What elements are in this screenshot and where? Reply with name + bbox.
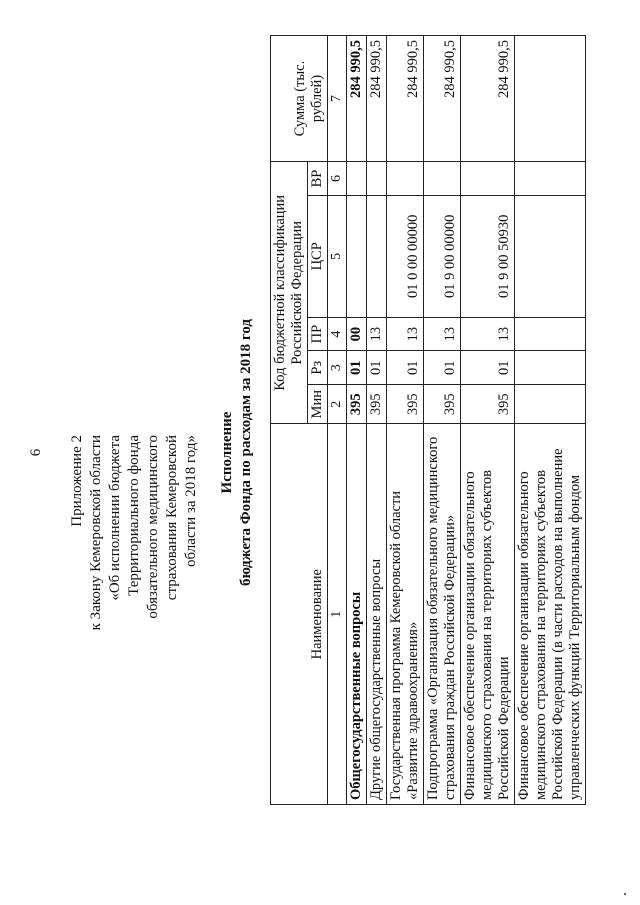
title-line-1: Исполнение: [219, 411, 235, 494]
header-vr: ВР: [308, 162, 328, 196]
row-pr: 13: [424, 317, 461, 351]
column-number: 1: [328, 424, 347, 805]
row-csr: [367, 195, 387, 317]
row-csr: [347, 195, 367, 317]
row-name: Другие общегосударственные вопросы: [367, 424, 387, 805]
row-csr: 01 0 00 00000: [387, 195, 424, 317]
row-csr: 01 9 00 00000: [424, 195, 461, 317]
row-pr: 13: [367, 317, 387, 351]
header-code-group: Код бюджетной классификации Российской Федерации: [271, 162, 308, 424]
appendix-line: к Закону Кемеровской области: [88, 435, 104, 631]
column-number: 3: [328, 351, 347, 385]
header-sum: Сумма (тыс. рублей): [271, 36, 328, 162]
row-vr: [515, 162, 586, 196]
row-min: 395: [424, 385, 461, 424]
column-number: 2: [328, 385, 347, 424]
header-csr: ЦСР: [308, 195, 328, 317]
appendix-heading: [68, 435, 201, 685]
row-rz: 01: [367, 351, 387, 385]
row-sum: 284 990,5: [461, 36, 515, 162]
table-row: [367, 36, 387, 805]
row-csr: 01 9 00 50930: [461, 195, 515, 317]
scan-speck: [624, 893, 626, 895]
column-number: 4: [328, 317, 347, 351]
header-min: Мин: [308, 385, 328, 424]
row-name: Финансовое обеспечение организации обязательного медицинского страхования на территориях субъектов Российской Федерации (в части расходов на выполнение управленческих функций Территориальным фондом: [515, 424, 586, 805]
appendix-line: страхования Кемеровской: [164, 435, 180, 601]
title-line-2: бюджета Фонда по расходам за 2018 год: [238, 318, 254, 587]
table-row: [387, 36, 424, 805]
header-name: Наименование: [271, 424, 328, 805]
expenditure-table: [270, 35, 586, 805]
table-row: [424, 36, 461, 805]
page-number: 6: [28, 448, 44, 457]
header-rz: Рз: [308, 351, 328, 385]
column-number-row: [328, 36, 347, 805]
row-rz: 01: [347, 351, 367, 385]
row-min: 395: [347, 385, 367, 424]
appendix-line: «Об исполнении бюджета: [107, 435, 123, 601]
header-row: [271, 36, 308, 805]
row-name: Подпрограмма «Организация обязательного медицинского страхования граждан Российской Федерации»: [424, 424, 461, 805]
row-pr: 13: [461, 317, 515, 351]
column-number: 5: [328, 195, 347, 317]
row-rz: 01: [424, 351, 461, 385]
row-min: 395: [367, 385, 387, 424]
row-rz: 01: [387, 351, 424, 385]
row-pr: [515, 317, 586, 351]
row-name: Государственная программа Кемеровской области «Развитие здравоохранения»: [387, 424, 424, 805]
row-sum: [515, 36, 586, 162]
row-csr: [515, 195, 586, 317]
row-vr: [387, 162, 424, 196]
row-vr: [347, 162, 367, 196]
appendix-line: Приложение 2: [69, 435, 85, 527]
row-name: Финансовое обеспечение организации обязательного медицинского страхования на территориях субъектов Российской Федерации: [461, 424, 515, 805]
row-sum: 284 990,5: [367, 36, 387, 162]
header-pr: ПР: [308, 317, 328, 351]
row-min: [515, 385, 586, 424]
table-row: [515, 36, 586, 805]
column-number: 6: [328, 162, 347, 196]
appendix-line: области за 2018 год»: [183, 435, 199, 567]
row-pr: 13: [387, 317, 424, 351]
row-pr: 00: [347, 317, 367, 351]
row-vr: [424, 162, 461, 196]
row-sum: 284 990,5: [387, 36, 424, 162]
row-vr: [461, 162, 515, 196]
row-sum: 284 990,5: [424, 36, 461, 162]
row-rz: [515, 351, 586, 385]
table-row: [461, 36, 515, 805]
row-vr: [367, 162, 387, 196]
row-name: Общегосударственные вопросы: [347, 424, 367, 805]
appendix-line: обязательного медицинского: [145, 435, 161, 619]
document-title: [218, 0, 256, 905]
row-sum: 284 990,5: [347, 36, 367, 162]
table-row: [347, 36, 367, 805]
row-min: 395: [461, 385, 515, 424]
row-min: 395: [387, 385, 424, 424]
column-number: 7: [328, 36, 347, 162]
appendix-line: Территориального фонда: [126, 435, 142, 596]
row-rz: 01: [461, 351, 515, 385]
